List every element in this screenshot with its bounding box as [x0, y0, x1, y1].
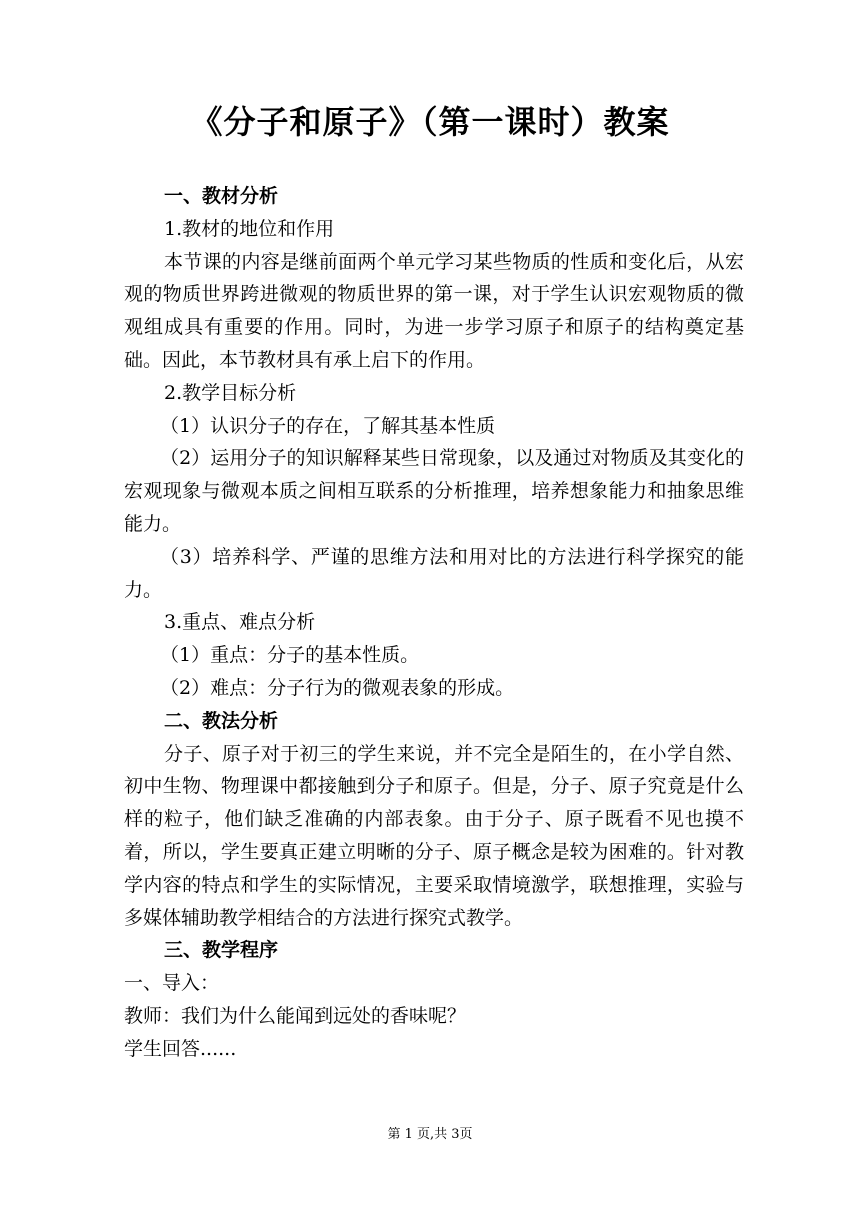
document-title: 《分子和原子》（第一课时）教案	[190, 103, 670, 141]
difficult-point-item: （2）难点：分子行为的微观表象的形成。	[160, 676, 515, 699]
goal-item-1: （1）认识分子的存在，了解其基本性质	[160, 414, 496, 437]
goal-item-2: （2）运用分子的知识解释某些日常现象，以及通过对物质及其变化的宏观现象与微观本质之间相互联系的分析推理，培养想象能力和抽象思维能力。	[124, 447, 744, 535]
subheading-key-points: 3.重点、难点分析	[164, 611, 316, 634]
section-heading-textbook-analysis: 一、教材分析	[164, 185, 279, 207]
subheading-status-and-role: 1.教材的地位和作用	[164, 217, 335, 240]
teacher-question: 教师：我们为什么能闻到远处的香味呢？	[124, 1004, 467, 1027]
key-point-item: （1）重点：分子的基本性质。	[160, 644, 420, 667]
paragraph-status-and-role: 本节课的内容是继前面两个单元学习某些物质的性质和变化后，从宏观的物质世界跨进微观的物质世界的第一课，对于学生认识宏观物质的微观组成具有重要的作用。同时，为进一步学习原子和原子的结构奠定基础。因此，本节教材具有承上启下的作用。	[124, 250, 744, 371]
page-footer: 第 1 页,共 3页	[387, 1127, 473, 1142]
section-heading-teaching-method: 二、教法分析	[164, 709, 279, 732]
document-body	[124, 180, 744, 1066]
goal-item-3: （3）培养科学、严谨的思维方法和用对比的方法进行科学探究的能力。	[124, 545, 744, 601]
section-heading-teaching-procedure: 三、教学程序	[164, 939, 279, 962]
subheading-teaching-goals: 2.教学目标分析	[164, 381, 297, 404]
procedure-intro-heading: 一、导入：	[124, 972, 220, 995]
paragraph-teaching-method: 分子、原子对于初三的学生来说，并不完全是陌生的，在小学自然、初中生物、物理课中都接触到分子和原子。但是，分子、原子究竟是什么样的粒子，他们缺乏准确的内部表象。由于分子、原子既看不见也摸不着，所以，学生要真正建立明晰的分子、原子概念是较为困难的。针对教学内容的特点和学生的实际情况，主要采取情境激学，联想推理，实验与多媒体辅助教学相结合的方法进行探究式教学。	[124, 742, 744, 929]
student-answer: 学生回答......	[124, 1037, 237, 1060]
